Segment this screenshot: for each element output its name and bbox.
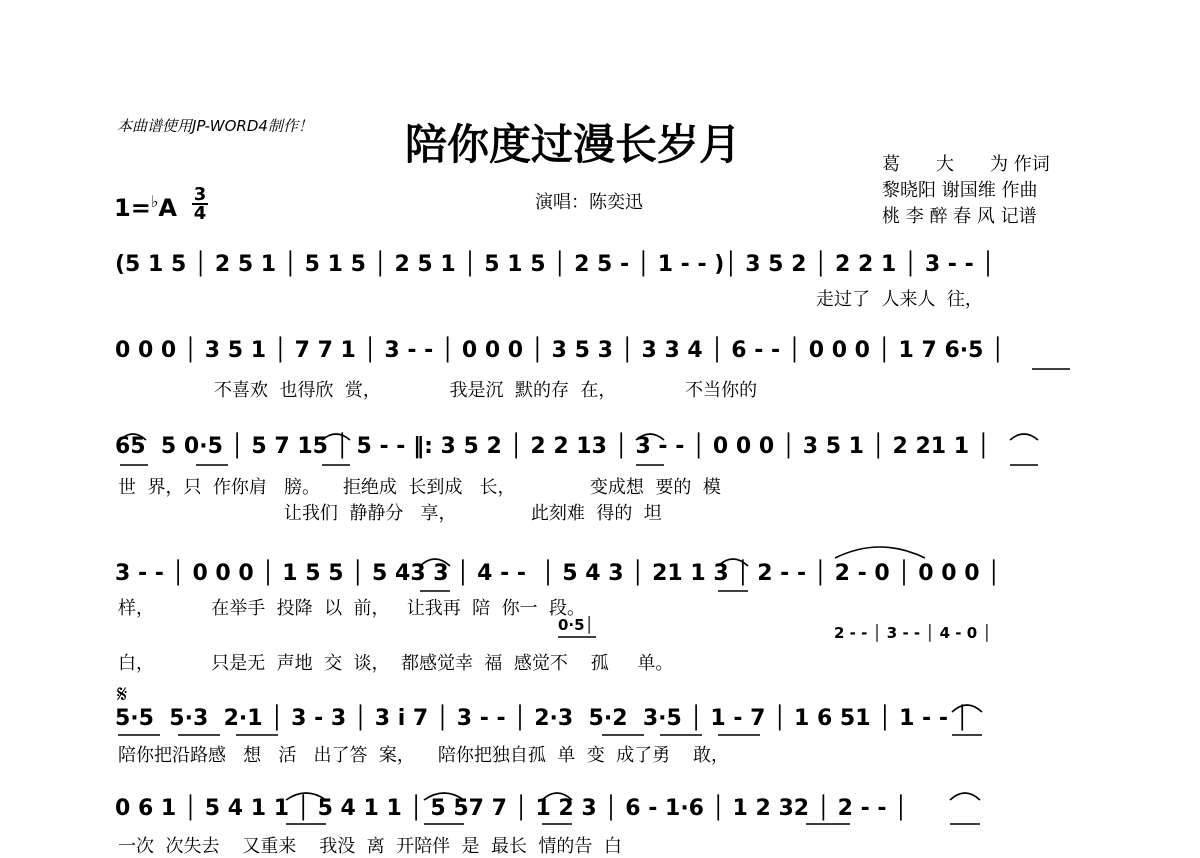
system1-lyrics: 走过了 人来人 往，: [816, 289, 983, 310]
system4-alt-pickup: 0·5│: [558, 616, 594, 634]
time-bottom: 4: [193, 203, 207, 224]
system5-lyrics: 陪你把沿路感 想 活 出了答 案， 陪你把独自孤 单 变 成了勇 敢，: [118, 745, 730, 766]
slur-mark: [286, 793, 326, 800]
slur-mark: [322, 434, 350, 440]
slur-mark: [120, 434, 146, 440]
slur-mark: [718, 559, 748, 566]
key-label: 1=: [114, 194, 151, 222]
credit-composer: 黎晓阳 谢国维 作曲: [882, 180, 1038, 201]
system3-lyrics2: 让我们 静静分 享， 此刻难 得的 坦: [118, 503, 662, 524]
page-title: 陪你度过漫长岁月: [405, 120, 742, 169]
software-note: 本曲谱使用JP-WORD4制作！: [117, 117, 313, 135]
system2-notes: 0 0 0 │ 3 5 1 │ 7 7 1 │ 3 - - │ 0 0 0 │ 3 5 3 │ 3 3 4 │ 6 - - │ 0 0 0 │ 1 7 6·5 │: [115, 338, 1005, 363]
slur-mark: [636, 434, 664, 440]
flat-sign: ♭: [150, 192, 159, 211]
singer: 演唱：陈奕迅: [535, 192, 643, 213]
system2-lyrics: 不喜欢 也得欣 赏， 我是沉 默的存 在， 不当你的: [214, 380, 758, 401]
slur-mark: [952, 705, 982, 712]
credit-transcriber: 桃 李 醉 春 风 记谱: [882, 206, 1037, 227]
slur-mark: [1010, 434, 1038, 440]
system5-notes: 5·5 5·3 2·1 │ 3 - 3 │ 3 i 7 │ 3 - - │ 2·3 5·2 3·5 │ 1 - 7 │ 1 6 51 │ 1 - - │: [115, 706, 969, 731]
system4-lyrics2: 白， 只是无 声地 交 谈， 都感觉幸 福 感觉不 孤 单。: [118, 653, 674, 674]
slur-mark: [542, 793, 572, 800]
system4-alt-ending: 2 - - │ 3 - - │ 4 - 0 │: [834, 624, 992, 642]
key-letter: A: [158, 194, 177, 222]
slur-mark: [424, 793, 464, 800]
system6-notes: 0 6 1 │ 5 4 1 1 │ 5 4 1 1 │ 5 57 7 │ 1 2 3 │ 6 - 1·6 │ 1 2 32 │ 2 - - │: [115, 796, 908, 821]
system3-lyrics1: 世 界，只 作你肩 膀。 拒绝成 长到成 长， 变成想 要的 模: [118, 477, 721, 498]
segno-sign: 𝄋: [117, 680, 128, 708]
system6-lyrics: 一次 次失去 又重来 我没 离 开陪伴 是 最长 情的告 白: [118, 836, 622, 857]
system4-lyrics1: 样， 在举手 投降 以 前， 让我再 陪 你一 段。: [118, 598, 586, 619]
system1-notes: (5 1 5 │ 2 5 1 │ 5 1 5 │ 2 5 1 │ 5 1 5 │ 2 5 - │ 1 - - )│ 3 5 2 │ 2 2 1 │ 3 - - │: [115, 252, 995, 277]
credit-lyricist: 葛 大 为 作词: [882, 154, 1050, 175]
slur-mark: [950, 793, 980, 800]
slur-mark: [420, 559, 450, 566]
system3-notes: 65 5 0·5 │ 5 7 15 │ 5 - - ‖: 3 5 2 │ 2 2 13 │ 3 - - │ 0 0 0 │ 3 5 1 │ 2 21 1 │: [115, 434, 990, 459]
system4-notes: 3 - - │ 0 0 0 │ 1 5 5 │ 5 43 3 │ 4 - - │ 5 4 3 │ 21 1 3 │ 2 - - │ 2 - 0 │ 0 0 0 │: [115, 561, 1001, 586]
slur-mark: [835, 547, 925, 558]
time-top: 3: [193, 184, 207, 205]
